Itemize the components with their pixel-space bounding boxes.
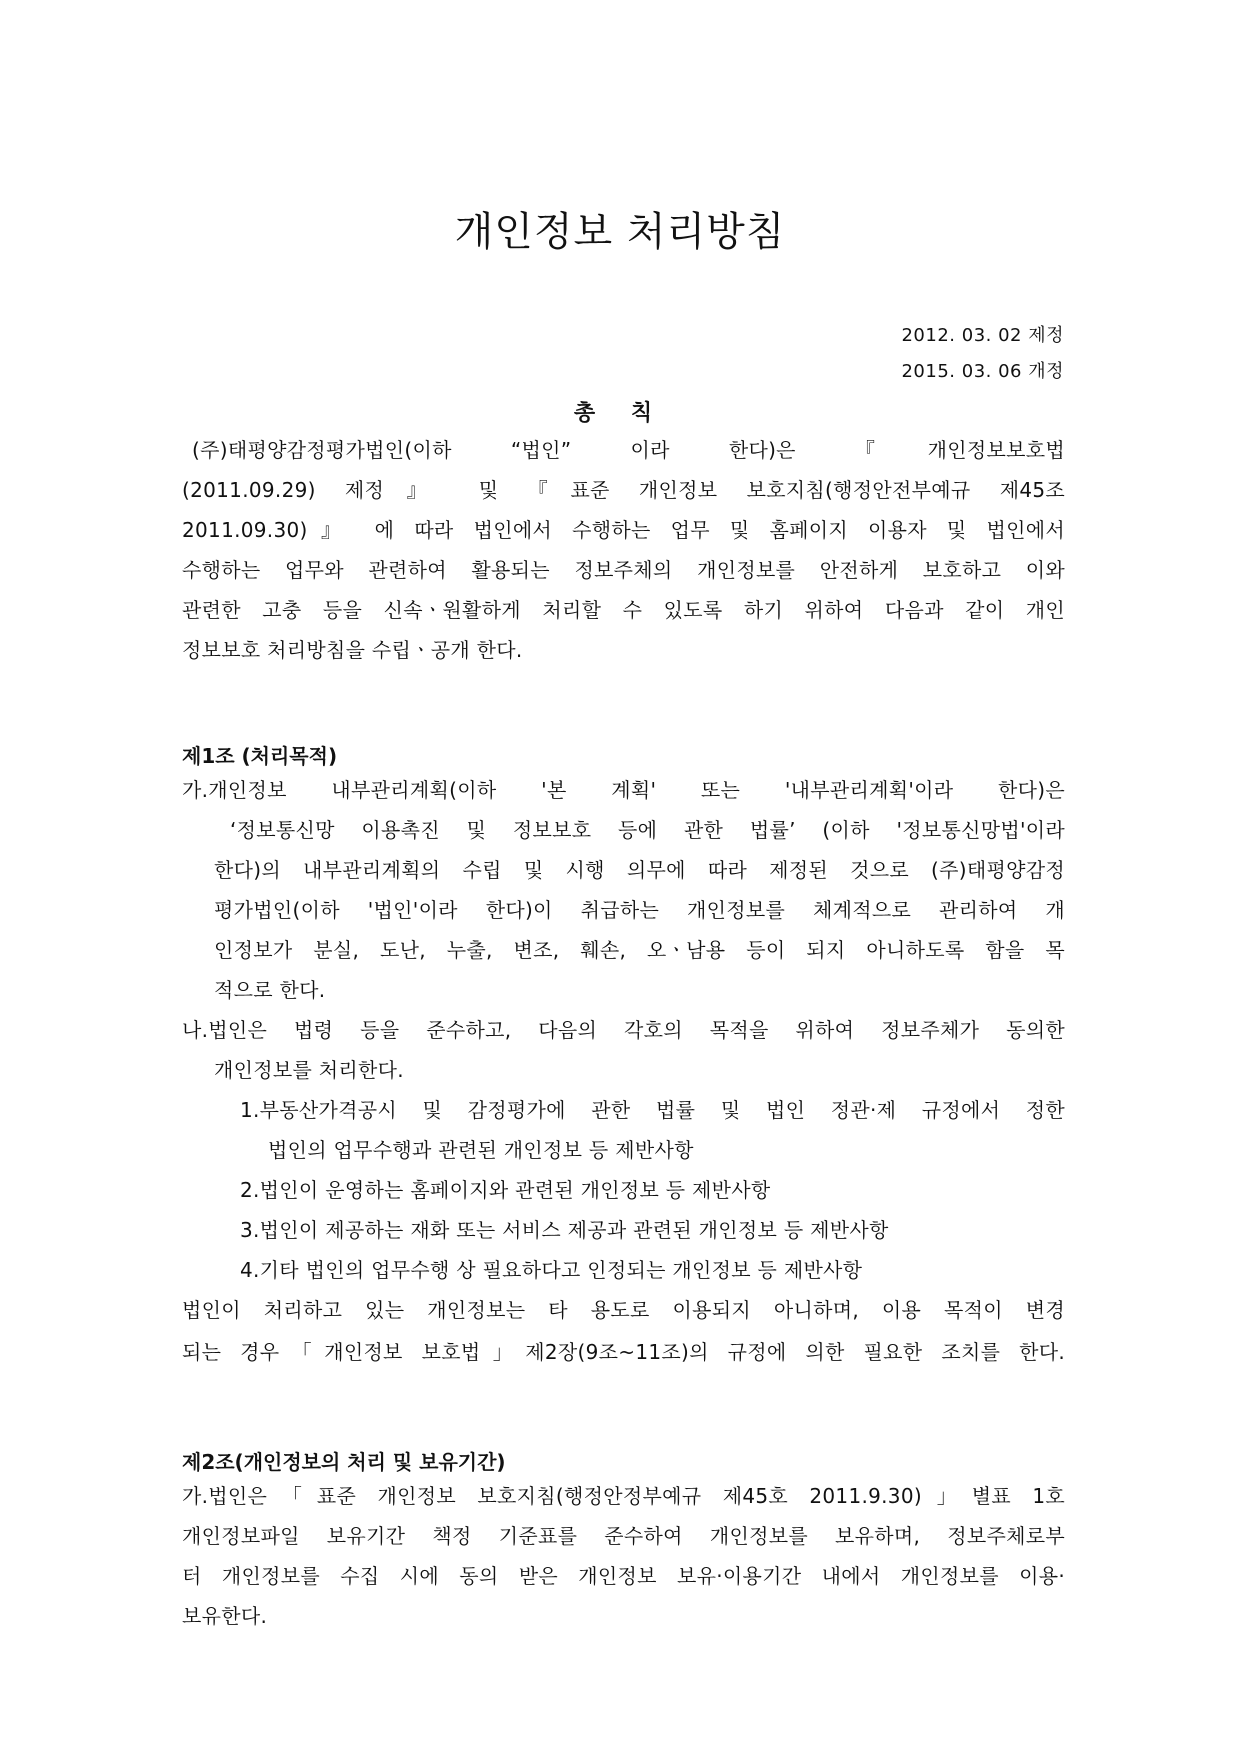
article-1-line: 법인이 처리하고 있는 개인정보는 타 용도로 이용되지 아니하며, 이용 목적이 변경 [182, 1298, 1065, 1322]
list-item: 3.법인이 제공하는 재화 또는 서비스 제공과 관련된 개인정보 등 제반사항 [240, 1218, 889, 1242]
article-1-heading: 제1조 (처리목적) [182, 744, 338, 768]
list-item: 법인의 업무수행과 관련된 개인정보 등 제반사항 [268, 1138, 694, 1162]
intro-line: (2011.09.29) 제정』 및 『표준 개인정보 보호지침(행정안전부예규 제45조 [182, 478, 1065, 502]
article-2-heading: 제2조(개인정보의 처리 및 보유기간) [182, 1450, 506, 1474]
document-title: 개인정보 처리방침 [454, 209, 786, 255]
intro-line: 관련한 고충 등을 신속ㆍ원활하게 처리할 수 있도록 하기 위하여 다음과 같이 개인 [182, 598, 1065, 622]
article-2-line: 보유한다. [182, 1604, 268, 1628]
enactment-date: 2012. 03. 02 제정 [901, 325, 1064, 346]
intro-line: 수행하는 업무와 관련하여 활용되는 정보주체의 개인정보를 안전하게 보호하고 이와 [182, 558, 1065, 582]
intro-line: 2011.09.30)』 에 따라 법인에서 수행하는 업무 및 홈페이지 이용자 및 법인에서 [182, 518, 1065, 542]
article-2-line: 가.법인은「표준 개인정보 보호지침(행정안정부예규 제45호 2011.9.30)」별표 1호 [182, 1484, 1065, 1508]
list-item: 4.기타 법인의 업무수행 상 필요하다고 인정되는 개인정보 등 제반사항 [240, 1258, 863, 1282]
article-1-line: 평가법인(이하 '법인'이라 한다)이 취급하는 개인정보를 체계적으로 관리하여 개 [214, 898, 1065, 922]
article-2-line: 개인정보파일 보유기간 책정 기준표를 준수하여 개인정보를 보유하며, 정보주체로부 [182, 1524, 1065, 1548]
revision-date: 2015. 03. 06 개정 [901, 361, 1064, 382]
list-item: 2.법인이 운영하는 홈페이지와 관련된 개인정보 등 제반사항 [240, 1178, 771, 1202]
article-2-line: 터 개인정보를 수집 시에 동의 받은 개인정보 보유·이용기간 내에서 개인정보를 이용· [182, 1564, 1065, 1588]
article-1-line: 인정보가 분실, 도난, 누출, 변조, 훼손, 오ㆍ남용 등이 되지 아니하도록 함을 목 [214, 938, 1065, 962]
article-1-line: 한다)의 내부관리계획의 수립 및 시행 의무에 따라 제정된 것으로 (주)태평양감정 [214, 858, 1065, 882]
intro-line: 정보보호 처리방침을 수립ㆍ공개 한다. [182, 638, 523, 662]
article-1-line: 가.개인정보 내부관리계획(이하 '본 계획' 또는 '내부관리계획'이라 한다)은 [182, 778, 1065, 802]
general-provisions-heading: 총 칙 [573, 401, 667, 426]
article-1-line: 적으로 한다. [214, 978, 326, 1002]
intro-line: (주)태평양감정평가법인(이하 “법인” 이라 한다)은 『개인정보보호법 [192, 438, 1065, 462]
article-1-line: ‘정보통신망 이용촉진 및 정보보호 등에 관한 법률’ (이하 '정보통신망법'이라 [230, 818, 1065, 842]
article-1-line: 되는 경우「개인정보 보호법」제2장(9조~11조)의 규정에 의한 필요한 조치를 한다. [182, 1340, 1065, 1364]
article-1-line: 개인정보를 처리한다. [214, 1058, 404, 1082]
list-item: 1.부동산가격공시 및 감정평가에 관한 법률 및 법인 정관·제 규정에서 정한 [240, 1098, 1065, 1122]
article-1-line: 나.법인은 법령 등을 준수하고, 다음의 각호의 목적을 위하여 정보주체가 동의한 [182, 1018, 1065, 1042]
